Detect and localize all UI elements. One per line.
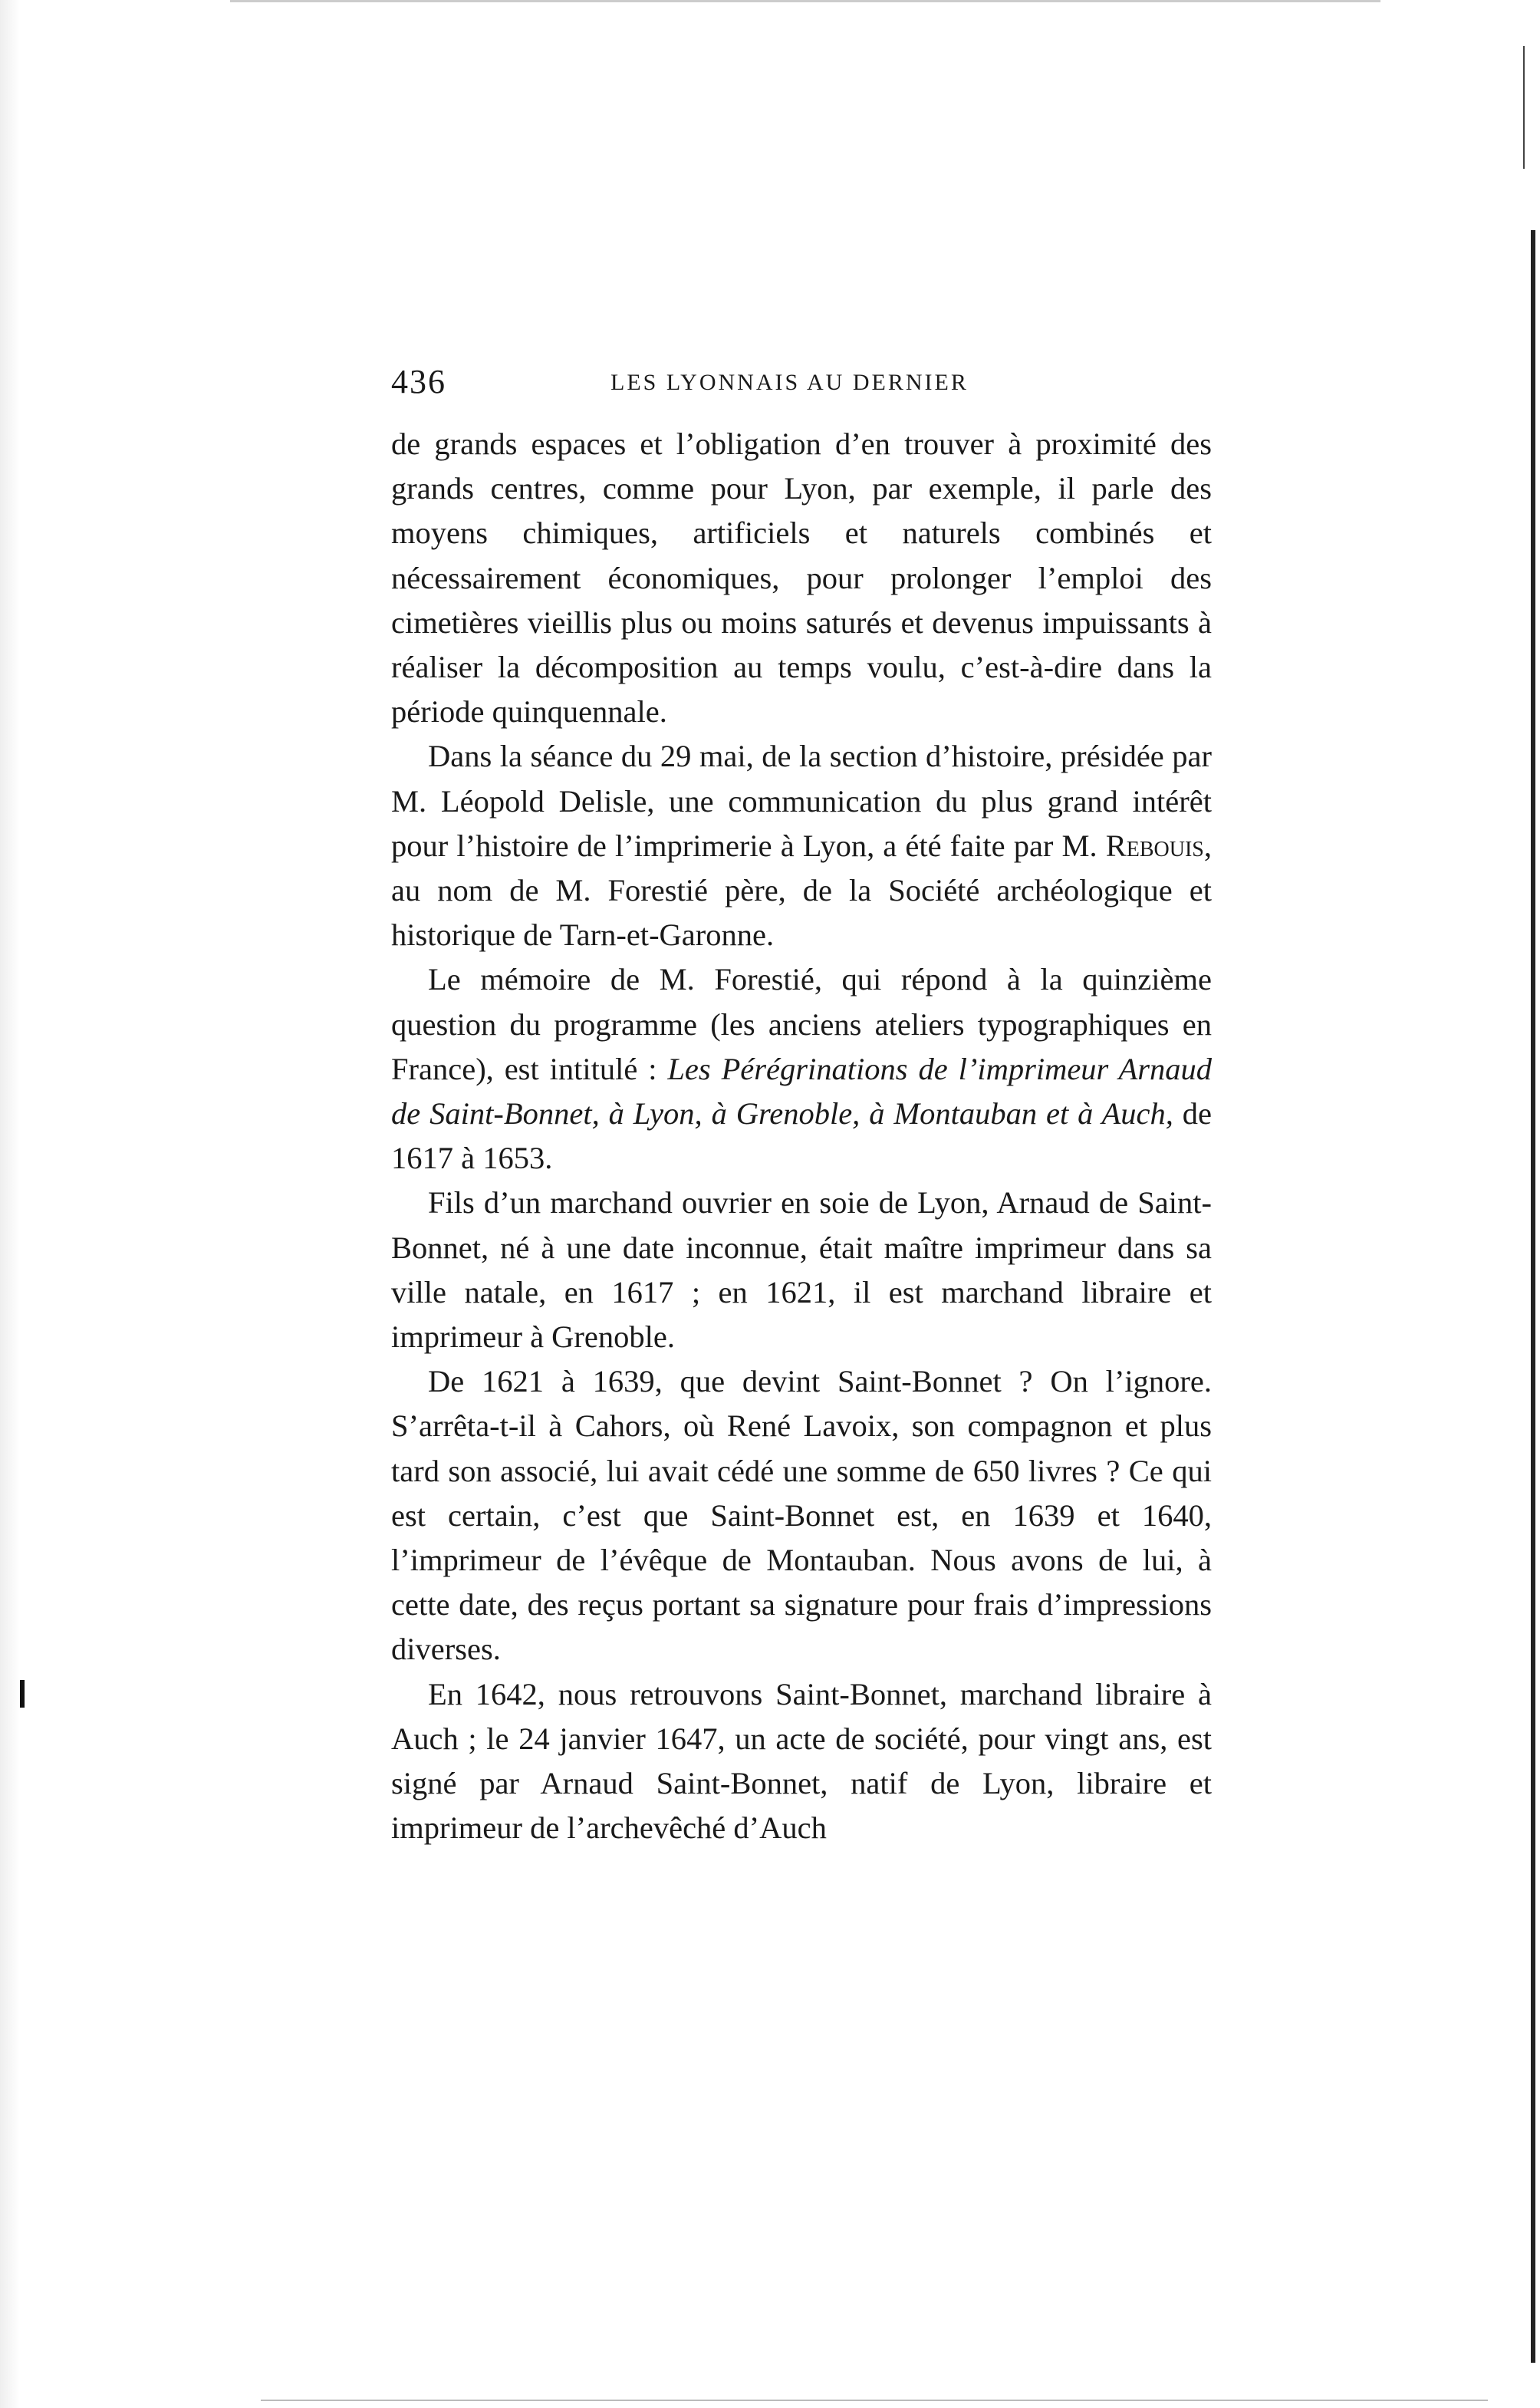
- paragraph-memoire: [391, 957, 1212, 1181]
- scan-bottom-edge: [261, 2400, 1488, 2401]
- scan-right-edge-mark: [1523, 46, 1525, 169]
- paragraph-text: Le mémoire de M. Forestié, qui répond à la quinzième question du programme (les anciens ateliers typographiques en France), est intitulé :: [391, 962, 1212, 1086]
- margin-mark: [20, 1680, 25, 1708]
- paragraph-devint: [391, 1359, 1212, 1672]
- paragraph-text: Fils d’un marchand ouvrier en soie de Lyon, Arnaud de Saint-Bonnet, né à une date inconnue, était maître imprimeur dans sa ville natale, en 1617 ; en 1621, il est marchand libraire et imprimeur à Grenoble.: [391, 1185, 1212, 1355]
- scan-top-edge: [230, 0, 1380, 2]
- body-text: [391, 422, 1212, 1851]
- paragraph-text: De 1621 à 1639, que devint Saint-Bonnet ? On l’ignore. S’arrêta-t-il à Cahors, où René Lavoix, son compagnon et plus tard son associé, lui avait cédé une somme de 650 livres ? Ce qui est certain, c’est que Saint-Bonnet est, en 1639 et 1640, l’imprimeur de l’évêque de Montauban. Nous avons de lui, à cette date, des reçus portant sa signature pour frais d’impressions diverses.: [391, 1364, 1212, 1667]
- page-left-edge-shadow: [0, 0, 20, 2408]
- paragraph-seance: [391, 734, 1212, 957]
- author-name-smallcaps: Rebouis: [1105, 828, 1204, 863]
- paragraph-text: de grands espaces et l’obligation d’en trouver à proximité des grands centres, comme pour Lyon, par exemple, il parle des moyens chimiques, artificiels et naturels combinés et nécessairement économiques, pour prolonger l’emploi des cimetières vieillis plus ou moins saturés et devenus impuissants à réaliser la décomposition au temps voulu, c’est-à-dire dans la période quinquennale.: [391, 427, 1212, 730]
- paragraph-text: Dans la séance du 29 mai, de la section d’histoire, présidée par M. Léopold Delisle, une communication du plus grand intérêt pour l’histoire de l’imprimerie à Lyon, a été faite par M.: [391, 739, 1212, 863]
- paragraph-continuation: [391, 422, 1212, 734]
- scan-right-edge: [1531, 230, 1535, 2363]
- paragraph-fils: [391, 1181, 1212, 1359]
- page-number: 436: [391, 363, 446, 400]
- paragraph-auch: [391, 1672, 1212, 1851]
- page-header: [391, 362, 1210, 408]
- paragraph-text: de 1617 à 1653.: [391, 1096, 1212, 1176]
- paragraph-text: , au nom de M. Forestié père, de la Société archéologique et historique de Tarn-et-Garonne.: [391, 828, 1212, 953]
- work-title-italic: Les Pérégrinations de l’imprimeur Arnaud de Saint-Bonnet, à Lyon, à Grenoble, à Montauban et à Auch,: [391, 1051, 1212, 1132]
- paragraph-text: En 1642, nous retrouvons Saint-Bonnet, marchand libraire à Auch ; le 24 janvier 1647, un acte de société, pour vingt ans, est signé par Arnaud Saint-Bonnet, natif de Lyon, libraire et imprimeur de l’archevêché d’Auch: [391, 1676, 1212, 1846]
- running-head: LES LYONNAIS AU DERNIER: [610, 370, 969, 395]
